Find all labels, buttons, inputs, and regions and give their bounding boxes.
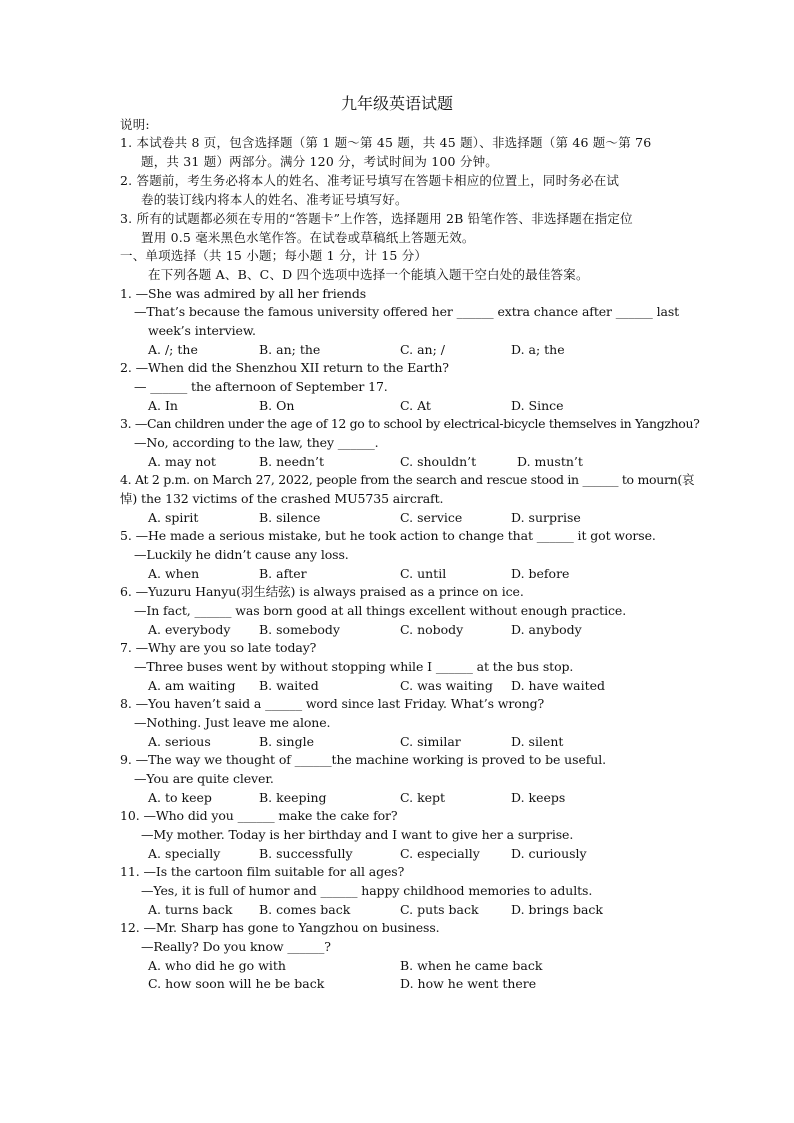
question-12-option-c[interactable]: C. how soon will he be back [148,976,325,991]
question-4-line-2: 悼) the 132 victims of the crashed MU5735 aircraft. [120,491,444,506]
question-7-option-d[interactable]: D. have waited [511,678,606,693]
question-6-option-d[interactable]: D. anybody [511,622,582,637]
question-1-option-b[interactable]: B. an; the [259,342,321,357]
question-1-stem: 1. —She was admired by all her friends [120,286,367,301]
question-11-option-d[interactable]: D. brings back [511,902,603,917]
question-5-option-c[interactable]: C. until [400,566,447,581]
question-12-line-2: —Really? Do you know ______? [141,939,331,954]
question-9-option-a[interactable]: A. to keep [148,790,212,805]
question-11-option-c[interactable]: C. puts back [400,902,479,917]
section-instruction: 在下列各题 A、B、C、D 四个选项中选择一个能填入题干空白处的最佳答案。 [148,267,589,282]
question-6-line-2: —In fact, ______ was born good at all things excellent without enough practice. [134,603,627,618]
question-11-stem: 11. —Is the cartoon film suitable for all ages? [120,864,405,879]
question-2-line-2: — ______ the afternoon of September 17. [134,379,388,394]
question-1-line-3: week’s interview. [148,323,256,338]
question-8-stem: 8. —You haven’t said a ______ word since last Friday. What’s wrong? [120,696,545,711]
question-6-option-b[interactable]: B. somebody [259,622,340,637]
note-1-line-2: 题，共 31 题）两部分。满分 120 分，考试时间为 100 分钟。 [141,154,498,169]
question-2-option-d[interactable]: D. Since [511,398,564,413]
question-6-stem: 6. —Yuzuru Hanyu(羽生结弦) is always praised as a prince on ice. [120,584,524,599]
question-7-option-b[interactable]: B. waited [259,678,319,693]
question-5-stem: 5. —He made a serious mistake, but he took action to change that ______ it got worse. [120,528,656,543]
question-8-option-c[interactable]: C. similar [400,734,461,749]
question-11-line-2: —Yes, it is full of humor and ______ happy childhood memories to adults. [141,883,593,898]
question-4-option-a[interactable]: A. spirit [148,510,199,525]
question-10-option-a[interactable]: A. specially [148,846,221,861]
question-8-option-a[interactable]: A. serious [148,734,211,749]
question-9-option-d[interactable]: D. keeps [511,790,566,805]
question-9-line-2: —You are quite clever. [134,771,274,786]
question-10-option-b[interactable]: B. successfully [259,846,353,861]
note-2-line-2: 卷的装订线内将本人的姓名、准考证号填写好。 [141,192,408,207]
question-10-line-2: —My mother. Today is her birthday and I want to give her a surprise. [141,827,574,842]
question-4-option-b[interactable]: B. silence [259,510,321,525]
question-6-option-a[interactable]: A. everybody [148,622,231,637]
question-12-option-a[interactable]: A. who did he go with [148,958,286,973]
question-5-option-b[interactable]: B. after [259,566,307,581]
question-3-option-d[interactable]: D. mustn’t [517,454,583,469]
page-title: 九年级英语试题 [340,94,453,113]
question-4-stem: 4. At 2 p.m. on March 27, 2022, people from the search and rescue stood in ______ to mourn(哀 [120,472,695,487]
question-2-stem: 2. —When did the Shenzhou XII return to the Earth? [120,360,449,375]
question-5-option-d[interactable]: D. before [511,566,570,581]
note-3-line-1: 3. 所有的试题都必须在专用的“答题卡”上作答，选择题用 2B 铅笔作答、非选择题在指定位 [120,211,633,226]
question-11-option-b[interactable]: B. comes back [259,902,351,917]
question-7-line-2: —Three buses went by without stopping while I ______ at the bus stop. [134,659,574,674]
question-1-option-d[interactable]: D. a; the [511,342,565,357]
question-8-option-d[interactable]: D. silent [511,734,564,749]
question-8-option-b[interactable]: B. single [259,734,314,749]
note-2-line-1: 2. 答题前，考生务必将本人的姓名、准考证号填写在答题卡相应的位置上，同时务必在试 [120,173,620,188]
question-9-stem: 9. —The way we thought of ______the machine working is proved to be useful. [120,752,606,767]
question-10-stem: 10. —Who did you ______ make the cake for? [120,808,398,823]
note-3-line-2: 置用 0.5 毫米黑色水笔作答。在试卷或草稿纸上答题无效。 [141,230,475,245]
question-3-stem: 3. —Can children under the age of 12 go to school by electrical-bicycle themselves in Yangzhou? [120,416,700,431]
question-7-option-a[interactable]: A. am waiting [148,678,236,693]
question-3-line-2: —No, according to the law, they ______. [134,435,379,450]
question-12-option-b[interactable]: B. when he came back [400,958,543,973]
question-10-option-d[interactable]: D. curiously [511,846,587,861]
notes-heading: 说明: [120,117,150,132]
question-1-option-a[interactable]: A. /; the [148,342,198,357]
question-3-option-a[interactable]: A. may not [148,454,216,469]
question-2-option-b[interactable]: B. On [259,398,295,413]
note-1-line-1: 1. 本试卷共 8 页，包含选择题（第 1 题～第 45 题，共 45 题）、非选择题（第 46 题～第 76 [120,135,652,150]
question-2-option-c[interactable]: C. At [400,398,431,413]
question-4-option-c[interactable]: C. service [400,510,463,525]
question-12-stem: 12. —Mr. Sharp has gone to Yangzhou on business. [120,920,440,935]
question-9-option-c[interactable]: C. kept [400,790,446,805]
question-9-option-b[interactable]: B. keeping [259,790,327,805]
question-6-option-c[interactable]: C. nobody [400,622,464,637]
section-heading: 一、单项选择（共 15 小题；每小题 1 分，计 15 分） [120,248,428,263]
question-7-option-c[interactable]: C. was waiting [400,678,493,693]
question-10-option-c[interactable]: C. especially [400,846,480,861]
question-1-option-c[interactable]: C. an; / [400,342,445,357]
question-3-option-b[interactable]: B. needn’t [259,454,325,469]
question-8-line-2: —Nothing. Just leave me alone. [134,715,331,730]
question-4-option-d[interactable]: D. surprise [511,510,581,525]
question-3-option-c[interactable]: C. shouldn’t [400,454,477,469]
question-5-option-a[interactable]: A. when [148,566,200,581]
question-7-stem: 7. —Why are you so late today? [120,640,317,655]
question-2-option-a[interactable]: A. In [148,398,178,413]
question-1-line-2: —That’s because the famous university offered her ______ extra chance after ______ last [134,304,680,319]
question-12-option-d[interactable]: D. how he went there [400,976,537,991]
question-5-line-2: —Luckily he didn’t cause any loss. [134,547,349,562]
question-11-option-a[interactable]: A. turns back [148,902,233,917]
